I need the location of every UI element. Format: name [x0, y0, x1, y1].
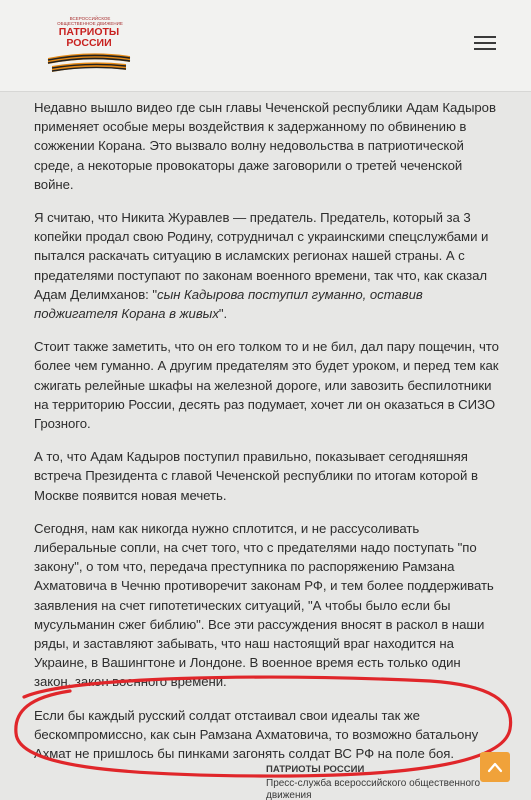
paragraph-text: Стоит также заметить, что он его толком то и не бил, дал пару пощечин, что более чем гуманно. А другим предателям это будет уроком, и перед тем как сжигать релейные шкафы на железной дороге, или завозить беспилотники на территорию России, десять раз подумает, хочет ли он оказаться в СИЗО Грозного. [34, 339, 499, 432]
paragraph-text: Сегодня, нам как никогда нужно сплотится, и не рассусоливать либеральные сопли, на счет того, что с предателями надо поступать "по закону", о том что, передача преступника по распоряжению Рамзана Ахматовича в Чечню противоречит законам РФ, и тем более поддерживать заявления на счет гипотетических ситуаций, "А чтобы было если бы мусульманин сжег библию". Все эти рассуждения вносят в раскол в наши ряды, и заставляют забывать, что наш настоящий враг находится на Украине, в Вашингтоне и Лондоне. В военное время есть только один закон, закон военного времени. [34, 520, 494, 690]
hamburger-icon[interactable] [474, 36, 496, 52]
article-body [34, 98, 500, 777]
site-logo[interactable] [46, 16, 132, 76]
article-paragraph [34, 706, 500, 764]
paragraph-text: ". [218, 306, 228, 322]
article-paragraph [34, 447, 500, 505]
chevron-up-icon [487, 760, 503, 774]
press-title: ПАТРИОТЫ РОССИИ [266, 764, 365, 775]
article-paragraph [34, 208, 500, 323]
article-paragraph [34, 337, 500, 433]
press-text: Пресс-служба всероссийского общественного движения [266, 778, 481, 800]
quote-text: сын Кадырова поступил гуманно, оставив поджигателя Корана в живых [34, 286, 423, 322]
article-paragraph [34, 98, 500, 194]
site-header [0, 0, 531, 92]
paragraph-text: А то, что Адам Кадыров поступил правильно, показывает сегодняшняя встреча Президента с главой Чеченской республики по итогам которой в Москве появится новая мечеть. [34, 449, 478, 503]
st-george-ribbon-icon [46, 50, 132, 76]
scroll-top-button[interactable] [480, 752, 510, 782]
paragraph-text: Если бы каждый русский солдат отстаивал свои идеалы так же бескомпромиссно, как сын Рамзана Ахматовича, то возможно батальону Ахмат не пришлось бы пинками загонять солдат ВС РФ на поле боя. [34, 707, 479, 762]
article-paragraph [34, 519, 500, 692]
paragraph-text: Недавно вышло видео где сын главы Чеченской республики Адам Кадыров применяет особые меры воздействия к задержанному по обвинению в сожжении Корана. Это вызвало волну недовольства в патриотической среде, а некоторые провокаторы даже заговорили о третей чеченской войне. [34, 100, 496, 192]
logo-title: ПАТРИОТЫ РОССИИ [58, 26, 120, 49]
paragraph-text: Я считаю, что Никита Журавлев — предатель. Предатель, который за 3 копейки продал свою Родину, сотрудничал с украинскими спецслужбами и пытался раскачать ситуацию в исламских регионах нашей страны. А с предателями поступают по законам военного времени, так что, как сказал Адам Делимханов: " [34, 210, 489, 302]
logo-subtitle: ВСЕРОССИЙСКОЕ ОБЩЕСТВЕННОЕ ДВИЖЕНИЕ [57, 16, 123, 26]
